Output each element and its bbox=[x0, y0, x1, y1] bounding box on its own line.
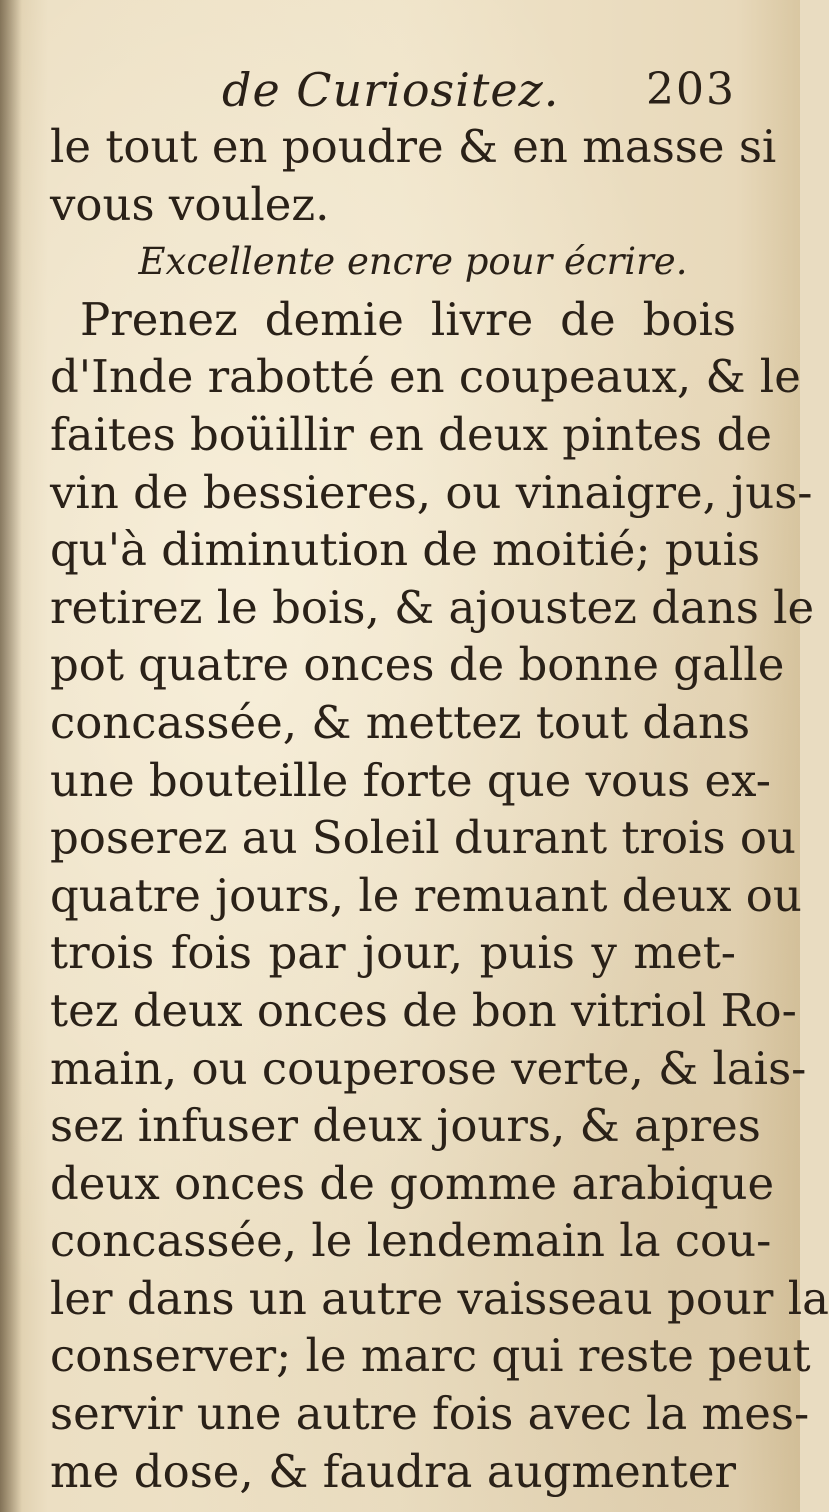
text-line: servir une autre fois avec la mes- bbox=[50, 1387, 810, 1441]
text-line: retirez le bois, & ajoustez dans le bbox=[50, 580, 815, 634]
recipe-heading: Excellente encre pour écrire. bbox=[138, 240, 688, 284]
page-gutter-shadow bbox=[0, 0, 22, 1512]
page-number: 203 bbox=[646, 64, 736, 115]
running-head: de Curiositez. bbox=[222, 63, 560, 117]
text-line: tez deux onces de bon vitriol Ro- bbox=[50, 983, 797, 1037]
text-line: quatre jours, le remuant deux ou bbox=[50, 868, 802, 922]
text-line: le tout en poudre & en masse si bbox=[50, 120, 777, 173]
text-line: deux onces de gomme arabique bbox=[50, 1156, 775, 1210]
text-line: qu'à diminution de moitié; puis bbox=[50, 523, 761, 577]
text-line: conserver; le marc qui reste peut bbox=[50, 1329, 811, 1383]
text-line: concassée, le lendemain la cou- bbox=[50, 1214, 772, 1268]
text-line: poserez au Soleil durant trois ou bbox=[50, 811, 796, 865]
text-line: me dose, & faudra augmenter bbox=[50, 1444, 736, 1498]
text-line: faites boüillir en deux pintes de bbox=[50, 407, 772, 461]
text-line: pot quatre onces de bonne galle bbox=[50, 638, 785, 692]
text-line: Prenez demie livre de bois bbox=[80, 292, 736, 346]
text-line: d'Inde rabotté en coupeaux, & le bbox=[50, 350, 801, 404]
text-line: vous voulez. bbox=[50, 177, 330, 231]
text-line: vin de bessieres, ou vinaigre, jus- bbox=[50, 465, 813, 519]
body-text bbox=[50, 118, 829, 1500]
text-line: sez infuser deux jours, & apres bbox=[50, 1099, 761, 1153]
text-line: main, ou couperose verte, & lais- bbox=[50, 1041, 807, 1095]
text-line: concassée, & mettez tout dans bbox=[50, 695, 751, 749]
text-line: ler dans un autre vaisseau pour la bbox=[50, 1271, 829, 1325]
text-line: trois fois par jour, puis y met- bbox=[50, 926, 736, 980]
text-line: une bouteille forte que vous ex- bbox=[50, 753, 771, 807]
